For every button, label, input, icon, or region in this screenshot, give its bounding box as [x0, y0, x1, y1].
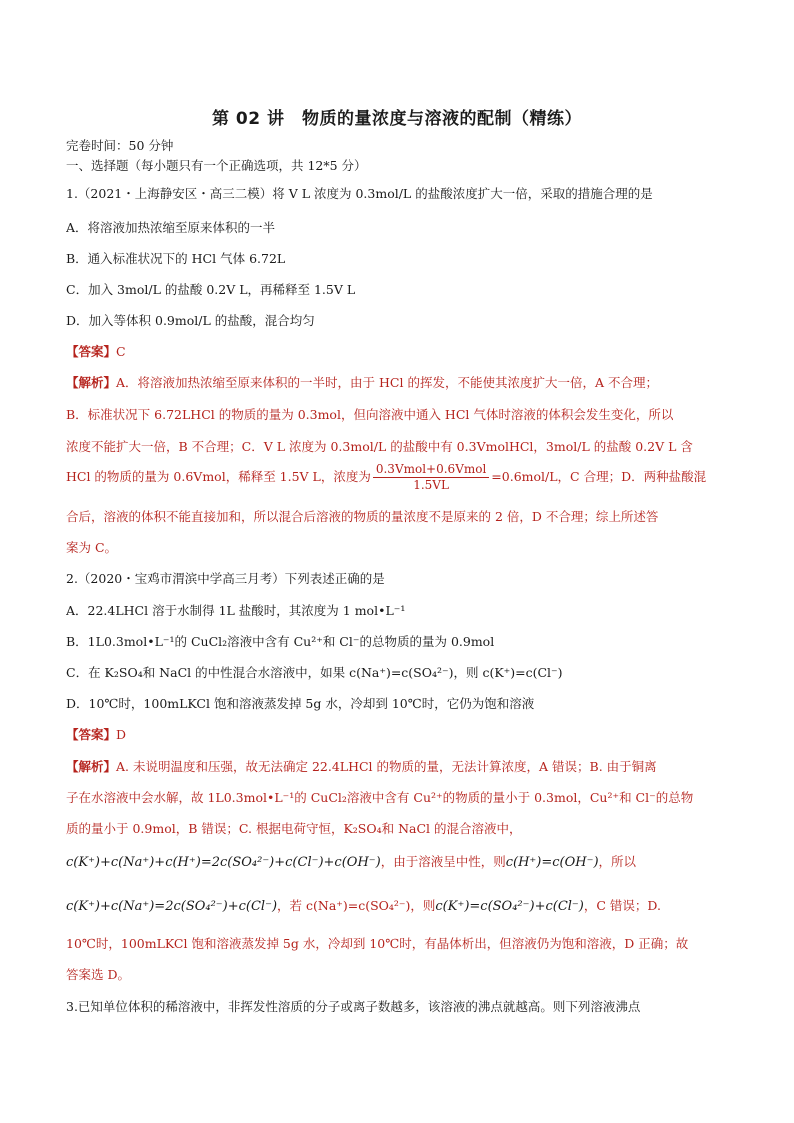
- q1-option-d: D．加入等体积 0.9mol/L 的盐酸，混合均匀: [66, 313, 315, 328]
- result-equation: c(K⁺)=c(SO₄²⁻)+c(Cl⁻): [435, 899, 584, 914]
- q2-analysis-line-1: [66, 758, 730, 776]
- fraction-numerator: 0.3Vmol+0.6Vmol: [373, 462, 489, 478]
- answer-value: C: [116, 344, 126, 359]
- q2-analysis-line-4: [66, 853, 730, 872]
- reduced-equation: c(K⁺)+c(Na⁺)=2c(SO₄²⁻)+c(Cl⁻): [66, 899, 278, 914]
- q1-analysis-line-6: 案为 C。: [66, 540, 118, 555]
- answer-value: D: [116, 727, 127, 742]
- analysis-text: ，由于溶液呈中性，则: [380, 854, 506, 869]
- concentration-fraction: [373, 462, 489, 493]
- q2-option-a: A．22.4LHCl 溶于水制得 1L 盐酸时，其浓度为 1 mol•L⁻¹: [66, 603, 406, 618]
- q1-analysis-line-2: B．标准状况下 6.72LHCl 的物质的量为 0.3mol，但向溶液中通入 HCl 气体时溶液的体积会发生变化，所以: [66, 407, 674, 422]
- q2-analysis-line-3: 质的量小于 0.9mol，B 错误；C. 根据电荷守恒，K₂SO₄和 NaCl 的混合溶液中，: [66, 821, 522, 836]
- q1-stem: 1.（2021・上海静安区・高三二模）将 V L 浓度为 0.3mol/L 的盐酸浓度扩大一倍，采取的措施合理的是: [66, 186, 653, 201]
- q2-answer: [66, 726, 730, 744]
- q2-option-c: C．在 K₂SO₄和 NaCl 的中性混合水溶液中，如果 c(Na⁺)=c(SO₄²⁻)，则 c(K⁺)=c(Cl⁻): [66, 665, 563, 680]
- q2-option-d: D．10℃时，100mLKCl 饱和溶液蒸发掉 5g 水，冷却到 10℃时，它仍为饱和溶液: [66, 696, 535, 711]
- q2-analysis-line-7: 答案选 D。: [66, 967, 130, 982]
- neutral-equation: c(H⁺)=c(OH⁻): [505, 855, 599, 870]
- analysis-label: 【解析】: [66, 759, 117, 774]
- q1-analysis-line-3: 浓度不能扩大一倍，B 不合理；C．V L 浓度为 0.3mol/L 的盐酸中有 0.3VmolHCl，3mol/L 的盐酸 0.2V L 含: [66, 439, 693, 454]
- q1-analysis-line-5: 合后，溶液的体积不能直接加和，所以混合后溶液的物质的量浓度不是原来的 2 倍，D 不合理；综上所述答: [66, 509, 659, 524]
- q2-analysis-line-5: [66, 897, 730, 916]
- q1-option-a: A．将溶液加热浓缩至原来体积的一半: [66, 220, 276, 235]
- analysis-text: HCl 的物质的量为 0.6Vmol，稀释至 1.5V L，浓度为: [66, 469, 371, 484]
- fraction-denominator: 1.5VL: [413, 478, 449, 492]
- q3-stem: 3.已知单位体积的稀溶液中，非挥发性溶质的分子或离子数越多，该溶液的沸点就越高。则下列溶液沸点: [66, 999, 641, 1014]
- answer-label: 【答案】: [66, 344, 117, 359]
- q2-option-b: B．1L0.3mol•L⁻¹的 CuCl₂溶液中含有 Cu²⁺和 Cl⁻的总物质的量为 0.9mol: [66, 634, 495, 649]
- q1-option-c: C．加入 3mol/L 的盐酸 0.2V L，再稀释至 1.5V L: [66, 282, 356, 297]
- q2-stem: 2.（2020・宝鸡市渭滨中学高三月考）下列表述正确的是: [66, 571, 385, 586]
- q1-analysis-line-4: [66, 462, 730, 493]
- time-limit: 完卷时间：50 分钟: [66, 138, 174, 153]
- analysis-label: 【解析】: [66, 375, 117, 390]
- q1-answer: [66, 343, 730, 361]
- q1-option-b: B．通入标准状况下的 HCl 气体 6.72L: [66, 251, 286, 266]
- analysis-text: =0.6mol/L，C 合理；D．两种盐酸混: [491, 469, 707, 484]
- q2-analysis-line-2: 子在水溶液中会水解，故 1L0.3mol•L⁻¹的 CuCl₂溶液中含有 Cu²⁺的物质的量小于 0.3mol，Cu²⁺和 Cl⁻的总物: [66, 790, 694, 805]
- q2-analysis-line-6: 10℃时，100mLKCl 饱和溶液蒸发掉 5g 水，冷却到 10℃时，有晶体析出，但溶液仍为饱和溶液，D 正确；故: [66, 936, 689, 951]
- analysis-text: A. 未说明温度和压强，故无法确定 22.4LHCl 的物质的量，无法计算浓度，A 错误；B. 由于铜离: [116, 759, 657, 774]
- q1-analysis-line-1: [66, 374, 730, 392]
- analysis-text: ，C 错误；D.: [583, 898, 661, 913]
- analysis-text: ，所以: [598, 854, 637, 869]
- analysis-text: ，若 c(Na⁺)=c(SO₄²⁻)，则: [277, 898, 436, 913]
- answer-label: 【答案】: [66, 727, 117, 742]
- analysis-text: A．将溶液加热浓缩至原来体积的一半时，由于 HCl 的挥发，不能使其浓度扩大一倍，A 不合理；: [116, 375, 658, 390]
- section-heading: 一、选择题（每小题只有一个正确选项，共 12*5 分）: [66, 158, 367, 173]
- page-title: 第 02 讲 物质的量浓度与溶液的配制（精练）: [212, 109, 582, 129]
- charge-balance-equation: c(K⁺)+c(Na⁺)+c(H⁺)=2c(SO₄²⁻)+c(Cl⁻)+c(OH⁻): [66, 855, 381, 870]
